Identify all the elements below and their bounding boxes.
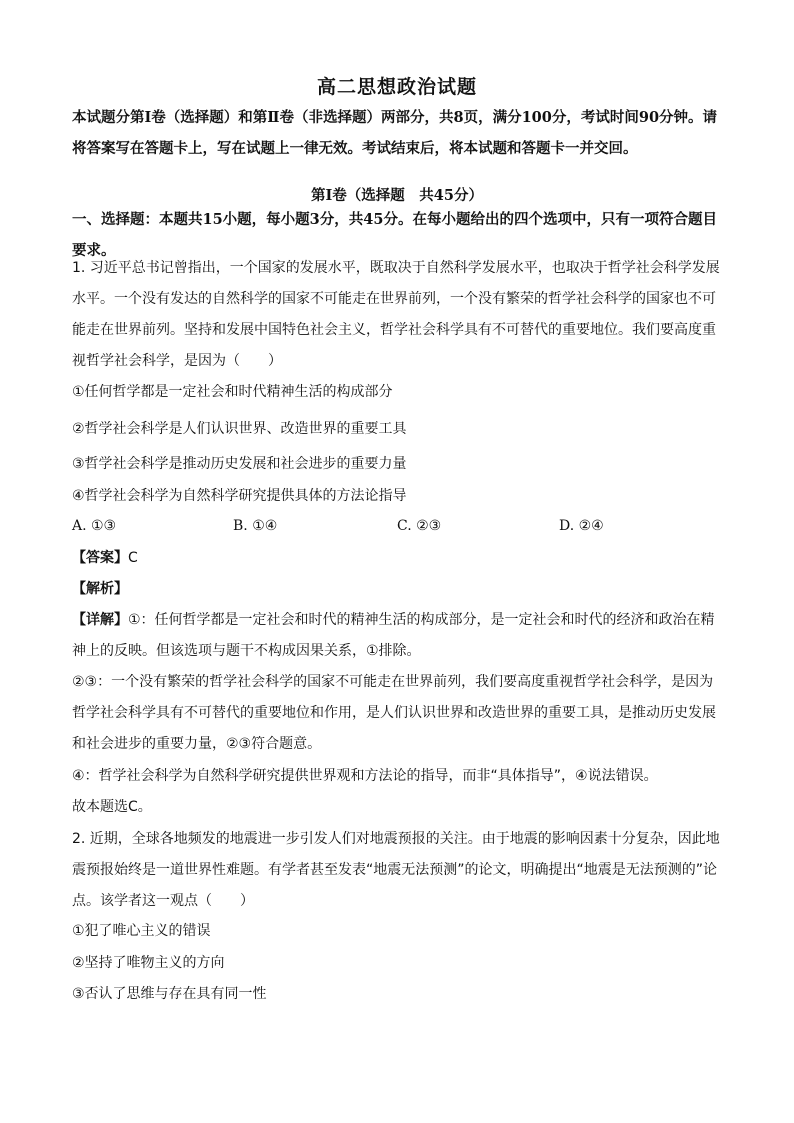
page-title: 高二思想政治试题 xyxy=(316,76,477,98)
question-1-statement-3: ③哲学社会科学是推动历史发展和社会进步的重要力量 xyxy=(72,456,407,472)
part-one-heading: 一、选择题：本题共15小题，每小题3分，共45分。在每小题给出的四个选项中，只有一项符合题目要求。 xyxy=(72,211,717,259)
answer-line xyxy=(72,543,722,574)
conclusion-line: 故本题选C。 xyxy=(72,799,152,815)
answer-tag: 【答案】 xyxy=(72,550,128,566)
analysis-line xyxy=(72,574,722,605)
analysis-tag: 【解析】 xyxy=(72,581,128,597)
question-2-statement-3: ③否认了思维与存在具有同一性 xyxy=(72,986,267,1002)
question-2-stem: 2. 近期，全球各地频发的地震进一步引发人们对地震预报的关注。由于地震的影响因素十分复杂，因此地震预报始终是一道世界性难题。有学者甚至发表“地震无法预测”的论文，明确提出“地震是无法预测的”论点。该学者这一观点（ ） xyxy=(72,831,720,909)
question-1-statement-4: ④哲学社会科学为自然科学研究提供具体的方法论指导 xyxy=(72,488,407,504)
detail-text-1: ①：任何哲学都是一定社会和时代的精神生活的构成部分，是一定社会和时代的经济和政治在精神上的反映。但该选项与题干不构成因果关系，①排除。 xyxy=(72,612,715,659)
answer-value: C xyxy=(128,550,138,566)
detail-paragraph-2: ②③：一个没有繁荣的哲学社会科学的国家不可能走在世界前列，我们要高度重视哲学社会科学，是因为哲学社会科学具有不可替代的重要地位和作用，是人们认识世界和改造世界的重要工具，是推动历史发展和社会进步的重要力量，②③符合题意。 xyxy=(72,674,716,752)
option-a: A. ①③ xyxy=(72,518,117,534)
exam-instructions: 本试题分第Ⅰ卷（选择题）和第Ⅱ卷（非选择题）两部分，共8页，满分100分，考试时间90分钟。请将答案写在答题卡上，写在试题上一律无效。考试结束后，将本试题和答题卡一并交回。 xyxy=(72,109,718,157)
question-2-statement-1: ①犯了唯心主义的错误 xyxy=(72,923,211,939)
option-c: C. ②③ xyxy=(397,518,442,534)
detail-paragraph-3: ④：哲学社会科学为自然科学研究提供世界观和方法论的指导，而非“具体指导”，④说法错误。 xyxy=(72,768,658,784)
detail-paragraph-1 xyxy=(72,605,722,667)
question-1-statement-2: ②哲学社会科学是人们认识世界、改造世界的重要工具 xyxy=(72,421,407,437)
option-d: D. ②④ xyxy=(559,518,604,534)
detail-tag: 【详解】 xyxy=(72,612,128,628)
question-1-stem: 1. 习近平总书记曾指出，一个国家的发展水平，既取决于自然科学发展水平，也取决于哲学社会科学发展水平。一个没有发达的自然科学的国家不可能走在世界前列，一个没有繁荣的哲学社会科学的国家也不可能走在世界前列。坚持和发展中国特色社会主义，哲学社会科学具有不可替代的重要地位。我们要高度重视哲学社会科学，是因为（ ） xyxy=(72,260,720,369)
question-2-statement-2: ②坚持了唯物主义的方向 xyxy=(72,955,225,971)
option-b: B. ①④ xyxy=(233,518,278,534)
question-1-statement-1: ①任何哲学都是一定社会和时代精神生活的构成部分 xyxy=(72,384,393,400)
section-title: 第Ⅰ卷（选择题 共45分） xyxy=(311,187,483,204)
